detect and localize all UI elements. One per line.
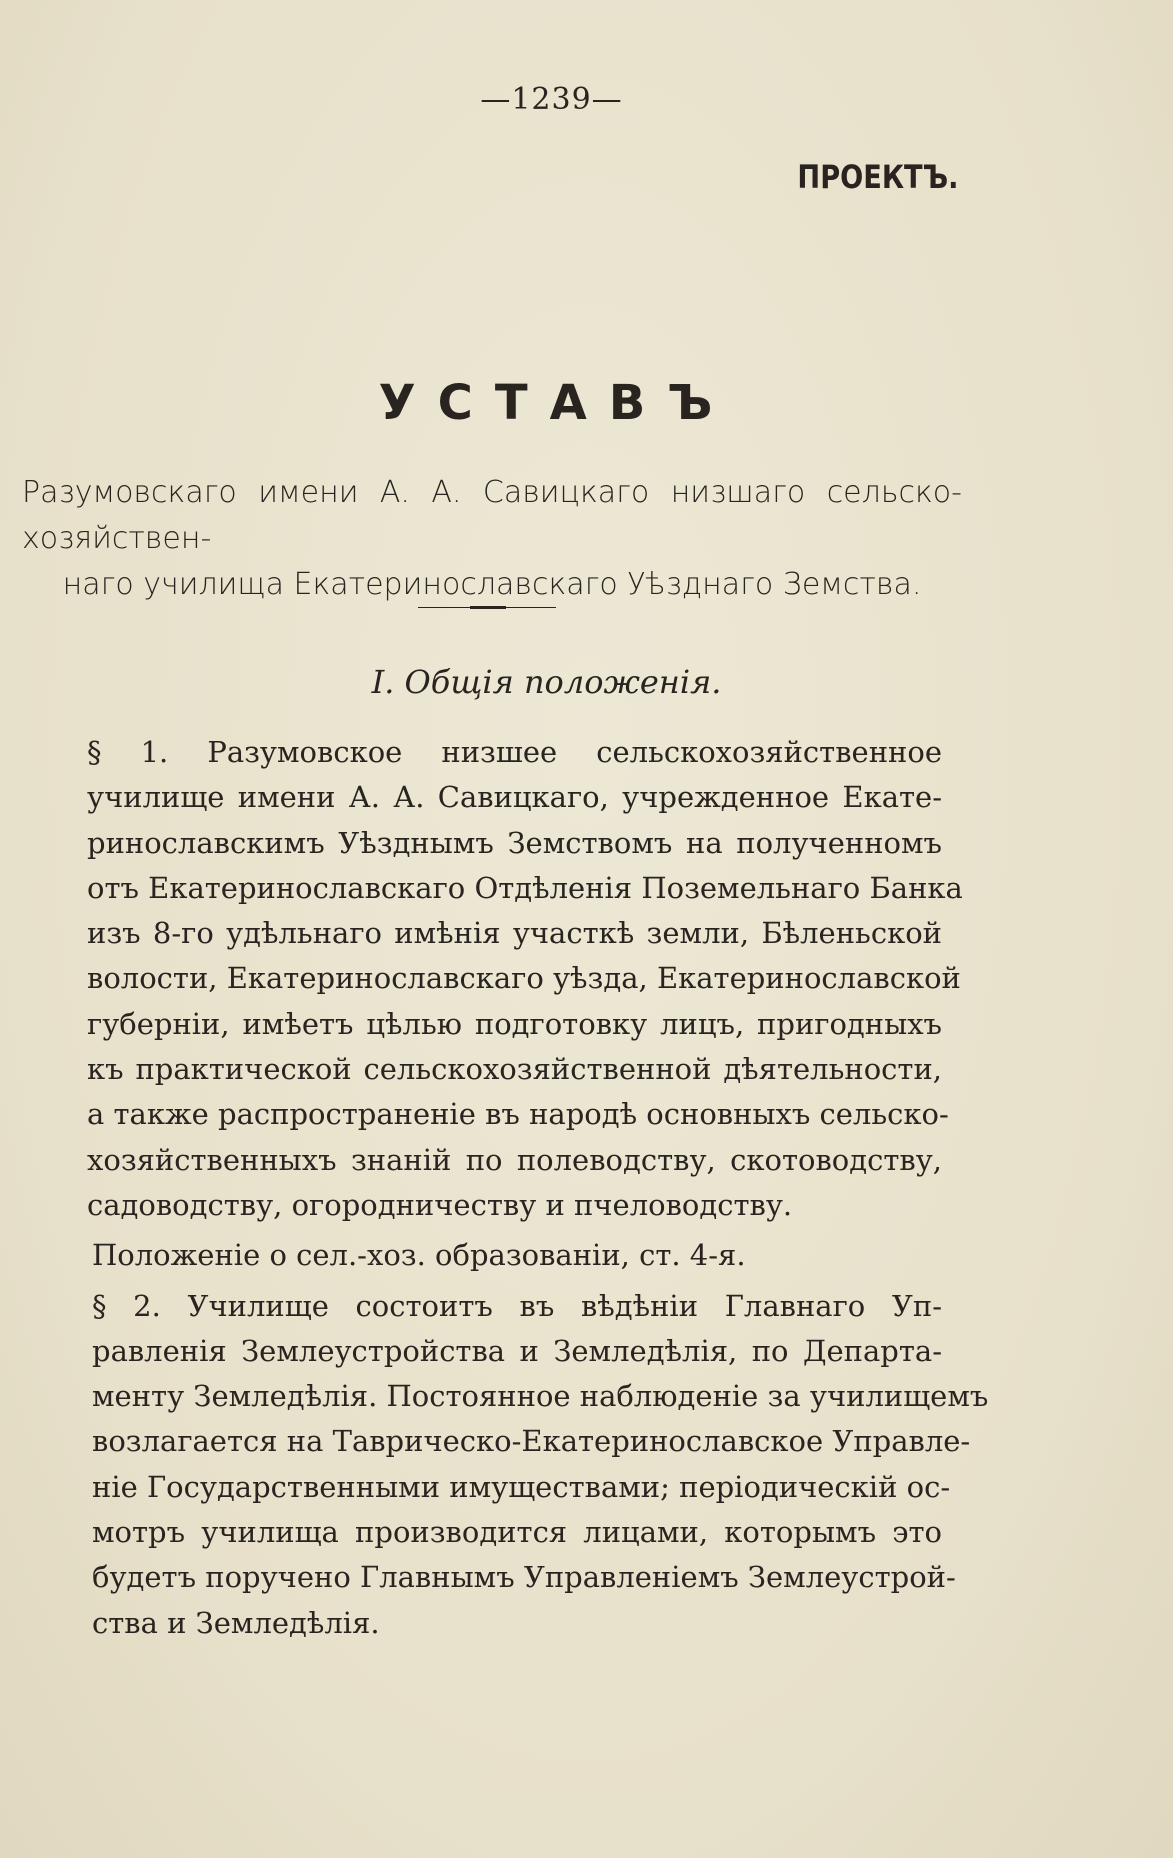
text-line: изъ 8-го удѣльнаго имѣнія участкѣ земли, Бѣленьской xyxy=(87,916,942,951)
text-line: отъ Екатеринославскаго Отдѣленія Поземельнаго Банка xyxy=(87,870,963,905)
document-subtitle xyxy=(22,470,962,608)
text-line: къ практической сельскохозяйственной дѣятельности, xyxy=(87,1052,942,1087)
subtitle-line-2: наго училища Екатеринославскаго Уѣзднаго Земства. xyxy=(62,567,922,602)
text-line: а также распространеніе въ народѣ основныхъ сельско- xyxy=(87,1097,949,1132)
paragraph-2 xyxy=(22,1284,989,1646)
body-text xyxy=(22,730,989,1646)
text-line: хозяйственныхъ знаній по полеводству, скотоводству, xyxy=(87,1142,942,1177)
legal-reference: Положеніе о сел.-хоз. образованіи, ст. 4-я. xyxy=(92,1238,746,1273)
text-line: будетъ поручено Главнымъ Управленіемъ Землеустрой- xyxy=(92,1560,956,1595)
text-line: ринославскимъ Уѣзднымъ Земствомъ на полученномъ xyxy=(87,825,942,860)
page-number: —1239— xyxy=(480,82,623,117)
draft-label: ПРОЕКТЪ. xyxy=(796,158,958,196)
text-line: ніе Государственными имуществами; періодическій ос- xyxy=(92,1469,951,1504)
text-line: равленія Землеустройства и Земледѣлія, по Департа- xyxy=(92,1333,942,1368)
text-line: садоводству, огородничеству и пчеловодству. xyxy=(87,1187,793,1222)
text-line: губерніи, имѣетъ цѣлью подготовку лицъ, пригодныхъ xyxy=(87,1006,942,1041)
subtitle-line-1: Разумовскаго имени А. А. Савицкаго низшаго сельско-хозяйствен- xyxy=(22,475,962,556)
ornamental-divider xyxy=(418,606,556,609)
text-line: волости, Екатеринославскаго уѣзда, Екатеринославской xyxy=(87,961,961,996)
section-heading: I. Общія положенія. xyxy=(371,663,722,701)
text-line: возлагается на Таврическо-Екатеринославское Управле- xyxy=(92,1424,971,1459)
text-line: ства и Земледѣлія. xyxy=(92,1605,380,1640)
text-line: § 2. Училище состоитъ въ вѣдѣніи Главнаго Уп- xyxy=(92,1288,942,1323)
text-line: мотръ училища производится лицами, которымъ это xyxy=(92,1515,942,1550)
paragraph-1 xyxy=(22,730,963,1228)
document-title: УСТАВЪ xyxy=(378,375,735,431)
text-line: менту Земледѣлія. Постоянное наблюденіе за училищемъ xyxy=(92,1379,989,1414)
text-line: училище имени А. А. Савицкаго, учрежденное Екате- xyxy=(87,780,942,815)
text-line: § 1. Разумовское низшее сельскохозяйственное xyxy=(87,735,942,769)
